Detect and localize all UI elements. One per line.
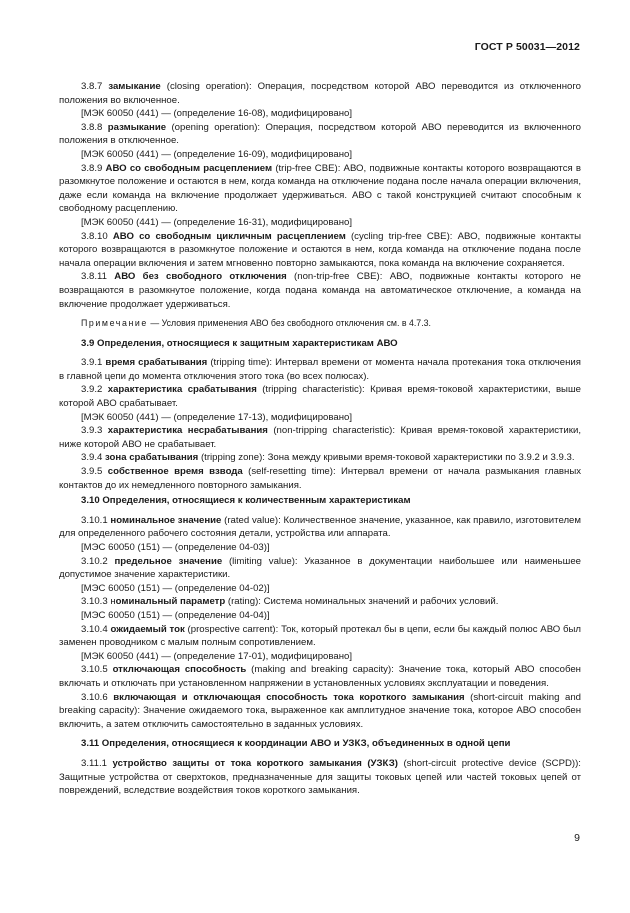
term: АВО без свободного отключения [114, 271, 287, 283]
definition-3-10-3: 3.10.3 номинальный параметр (rating): Система номинальных значений и рабочих условий. [81, 596, 499, 608]
definition-3-9-1: 3.9.1 время срабатывания (tripping time): Интервал времени от момента начала протекания тока отключения в главной цепи до момента отключения этого тока (во всех полюсах). [59, 357, 581, 382]
term: предельное значение [114, 555, 223, 567]
term: номинальное значение [110, 514, 222, 526]
section-heading-3-11: 3.11 Определения, относящиеся к координации АВО и УЗКЗ, объединенных в одной цепи [81, 738, 511, 750]
definition-3-10-5: 3.10.5 отключающая способность (making and breaking capacity): Значение тока, который АВО способен включать и отключать при установленном напряжении в установленных условиях эксплуатации и поведения. [59, 664, 581, 689]
reference-3-8-9: [МЭК 60050 (441) — (определение 16-31), модифицировано] [81, 216, 353, 228]
term: АВО со свободным расцеплением [105, 162, 273, 174]
term: ожидаемый ток [110, 623, 185, 635]
term: замыкание [108, 81, 161, 92]
reference-3-9-2: [МЭК 60050 (441) — (определение 17-13), модифицировано] [81, 411, 353, 423]
document-body [59, 80, 581, 798]
section-heading-3-10: 3.10 Определения, относящиеся к количественным характеристикам [81, 495, 411, 507]
definition-3-10-2: 3.10.2 предельное значение (limiting value): Указанное в документации наибольшее или наименьшее допустимое значение характеристики. [59, 555, 581, 581]
term: характеристика срабатывания [107, 384, 257, 396]
definition-3-9-5: 3.9.5 собственное время взвода (self-resetting time): Интервал времени от начала размыкания главных контактов до их немедленного повторного замыкания. [59, 466, 582, 491]
definition-3-10-6: 3.10.6 включающая и отключающая способность тока короткого замыкания (short-circuit making and breaking capacity): Значение ожидаемого тока, выраженное как амплитудное значение тока, которое АВО способен включить, а затем отключить самостоятельно в заданных условиях. [59, 691, 582, 730]
term: отключающая способность [112, 664, 247, 676]
section-heading-3-9: 3.9 Определения, относящиеся к защитным характеристикам АВО [81, 337, 398, 349]
term: время срабатывания [105, 357, 208, 369]
term: зона срабатывания [105, 452, 199, 464]
term: размыкание [107, 121, 167, 133]
reference-3-8-7: [МЭК 60050 (441) — (определение 16-08), модифицировано] [81, 108, 353, 120]
reference-3-8-8: [МЭК 60050 (441) — (определение 16-09), модифицировано] [81, 148, 353, 160]
definition-3-9-2: 3.9.2 характеристика срабатывания (tripping characteristic): Кривая время-токовой характеристики, выше которой АВО срабатывает. [59, 384, 581, 410]
term: включающая и отключающая способность тока короткого замыкания [113, 691, 465, 703]
definition-3-8-9: 3.8.9 АВО со свободным расцеплением (trip-free CBE): АВО, подвижные контакты которого возвращаются в разомкнутое положение и остаются в нем, когда команда на отключение подана после начала операции включения, даже если команда на включение продолжает удерживаться. АВО с такой конструкцией считают способным к свободному расцеплению. [59, 162, 581, 215]
reference-3-10-4: [МЭК 60050 (441) — (определение 17-01), модифицировано] [81, 650, 353, 662]
definition-3-9-3: 3.9.3 характеристика несрабатывания (non-tripping characteristic): Кривая время-токовой характеристики, ниже которой АВО не срабатывает. [59, 425, 581, 450]
reference-3-10-3: [МЭС 60050 (151) — (определение 04-04)] [81, 609, 270, 621]
page-number: 9 [574, 832, 580, 844]
definition-3-8-11: 3.8.11 АВО без свободного отключения (non-trip-free CBE): АВО, подвижные контакты которого не возвращаются в разомкнутое положение, когда подана команда на автоматическое отключение, а команда на включение продолжает удерживаться. [59, 271, 581, 310]
definition-3-8-7: 3.8.7 замыкание (closing operation): Операция, посредством которой АВО переводится из отключенного положения во включенное. [59, 81, 581, 106]
note: Примечание — Условия применения АВО без свободного отключения см. в 4.7.3. [81, 318, 431, 329]
term: АВО со свободным цикличным расцеплением [112, 230, 346, 242]
term: собственное время взвода [107, 466, 243, 478]
term: оминальный параметр [115, 596, 226, 608]
definition-3-10-4: 3.10.4 ожидаемый ток (prospective carrent): Ток, который протекал бы в цепи, если бы каждый полюс АВО был заменен проводником с малым полным сопротивлением. [59, 623, 582, 649]
definition-3-8-10: 3.8.10 АВО со свободным цикличным расцеплением (cycling trip-free CBE): АВО, подвижные контакты которого возвращаются в разомкнутое положение и остаются в нем, когда команда на отключение подана после начала операции включения и затем мгновенно повторно замыкаются, пока команда на включение сохраняется. [59, 230, 582, 269]
definition-3-10-1: 3.10.1 номинальное значение (rated value): Количественное значение, указанное, как правило, изготовителем для определенного рабочего состояния детали, устройства или аппарата. [59, 514, 581, 540]
definition-3-11-1: 3.11.1 устройство защиты от тока короткого замыкания (УЗКЗ) (short-circuit protective device (SCPD)): Защитные устройства от сверхтоков, предназначенные для защиты токовых цепей или частей токовых цепей от повреждений, вследствие воздействия токов короткого замыкания. [59, 757, 581, 797]
reference-3-10-2: [МЭС 60050 (151) — (определение 04-02)] [81, 582, 270, 594]
definition-3-8-8: 3.8.8 размыкание (opening operation): Операция, посредством которой АВО переводится из включенного положения в отключенное. [59, 121, 581, 147]
note-label: Примечание [81, 318, 148, 329]
term: характеристика несрабатывания [107, 425, 268, 437]
term: устройство защиты от тока короткого замыкания (УЗКЗ) [112, 757, 398, 769]
definition-3-9-4: 3.9.4 зона срабатывания (tripping zone): Зона между кривыми время-токовой характеристики по 3.9.2 и 3.9.3. [81, 452, 575, 464]
standard-header: ГОСТ Р 50031—2012 [474, 41, 580, 53]
reference-3-10-1: [МЭС 60050 (151) — (определение 04-03)] [81, 542, 270, 553]
